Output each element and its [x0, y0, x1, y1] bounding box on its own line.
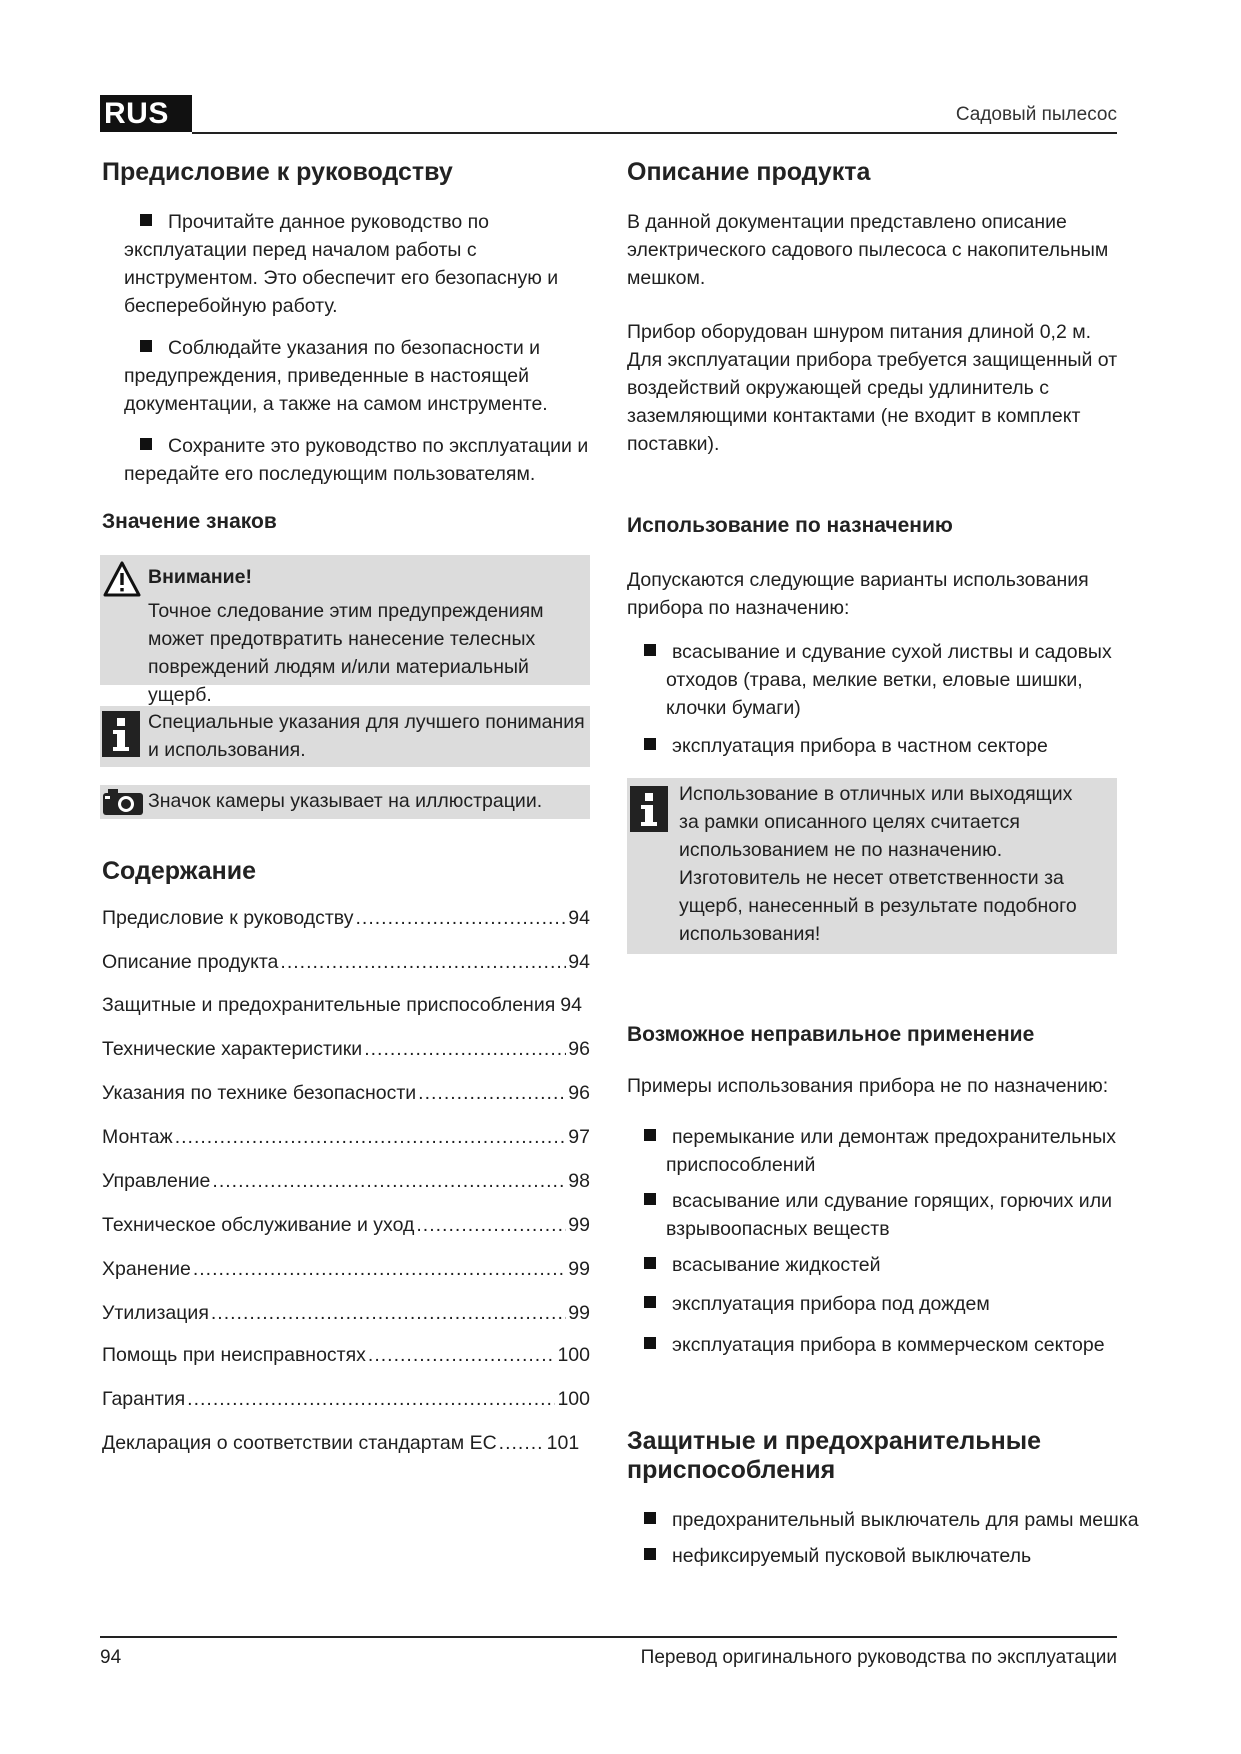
- bullet-icon: [644, 1512, 656, 1524]
- intended-use-title: Использование по назначению: [627, 514, 953, 537]
- toc-entry[interactable]: Предисловие к руководству ..... 94: [102, 904, 590, 932]
- list-item: Сохраните это руководство по эксплуатации и передайте его последующим пользователям.: [124, 435, 589, 485]
- foreword-title: Предисловие к руководству: [102, 158, 453, 186]
- list-item: эксплуатация прибора в частном секторе: [666, 732, 1146, 760]
- description-paragraph-1: В данной документации представлено описание электрического садового пылесоса с накопительным мешком.: [627, 211, 1109, 289]
- warning-text: Точное следование этим предупреждениям может предотвратить нанесение телесных повреждений людям и/или материальный ущерб.: [148, 600, 544, 706]
- bullet-icon: [140, 340, 152, 352]
- toc-entry[interactable]: Управление ..... 98: [102, 1167, 590, 1195]
- symbols-title: Значение знаков: [102, 510, 277, 533]
- bullet-icon: [644, 1296, 656, 1308]
- safety-devices-title: Защитные и предохранительные приспособления: [627, 1427, 1041, 1484]
- intended-use-note-text: Использование в отличных или выходящих за рамки описанного целях считается использованием не по назначению. Изготовитель не несет ответственности за ущерб, нанесенный в результате подобного использования!: [679, 783, 1077, 945]
- toc-entry[interactable]: Утилизация ..... 99: [102, 1299, 590, 1327]
- warning-triangle-icon: [103, 561, 141, 597]
- toc-entry[interactable]: Техническое обслуживание и уход ..... 99: [102, 1211, 590, 1239]
- toc-title: Содержание: [102, 857, 257, 885]
- toc-entry[interactable]: Гарантия ..... 100: [102, 1385, 590, 1413]
- list-item: перемыкание или демонтаж предохранительных приспособлений: [666, 1123, 1146, 1179]
- camera-icon: [102, 788, 144, 816]
- header-rule: [192, 132, 1117, 134]
- list-item: Прочитайте данное руководство по эксплуатации перед началом работы с инструментом. Это обеспечит его безопасную и бесперебойную работу.: [124, 211, 559, 317]
- description-title: Описание продукта: [627, 158, 871, 186]
- safety-devices-list: [666, 1506, 1146, 1570]
- footer-rule: [100, 1636, 1117, 1638]
- bullet-icon: [644, 1129, 656, 1141]
- bullet-icon: [644, 1337, 656, 1349]
- bullet-icon: [644, 1548, 656, 1560]
- intended-use-list: [666, 638, 1146, 760]
- bullet-icon: [140, 438, 152, 450]
- info-icon: [630, 786, 668, 832]
- toc-entry[interactable]: Монтаж ..... 97: [102, 1123, 590, 1151]
- list-item: Соблюдайте указания по безопасности и предупреждения, приведенные в настоящей документации, а также на самом инструменте.: [124, 337, 548, 415]
- bullet-icon: [644, 1193, 656, 1205]
- foreword-list: [124, 208, 594, 488]
- list-item: эксплуатация прибора под дождем: [666, 1290, 1146, 1318]
- bullet-icon: [644, 738, 656, 750]
- language-badge: RUS: [100, 95, 192, 132]
- camera-box: [100, 785, 590, 819]
- info-icon: [102, 711, 140, 757]
- info-text: Специальные указания для лучшего понимания и использования.: [148, 711, 585, 761]
- camera-text: Значок камеры указывает на иллюстрации.: [148, 790, 543, 812]
- bullet-icon: [140, 214, 152, 226]
- bullet-icon: [644, 1257, 656, 1269]
- toc-entry[interactable]: Защитные и предохранительные приспособления 94: [102, 994, 582, 1016]
- page-number: 94: [100, 1647, 122, 1668]
- footer-text: Перевод оригинального руководства по эксплуатации: [640, 1647, 1117, 1668]
- list-item: нефиксируемый пусковой выключатель: [666, 1542, 1146, 1570]
- toc-entry[interactable]: Описание продукта ..... 94: [102, 948, 590, 976]
- misuse-intro: Примеры использования прибора не по назначению:: [627, 1075, 1109, 1097]
- intended-use-intro: Допускаются следующие варианты использования прибора по назначению:: [627, 569, 1089, 619]
- toc-entry[interactable]: Хранение ..... 99: [102, 1255, 590, 1283]
- description-paragraph-2: Прибор оборудован шнуром питания длиной 0,2 м. Для эксплуатации прибора требуется защищенный от воздействий окружающей среды удлинитель с заземляющими контактами (не входит в комплект поставки).: [627, 321, 1118, 455]
- misuse-list: [666, 1123, 1146, 1359]
- toc-entry[interactable]: Технические характеристики ..... 96: [102, 1035, 590, 1063]
- warning-box: [100, 555, 590, 706]
- list-item: всасывание жидкостей: [666, 1251, 1146, 1279]
- toc-entry[interactable]: Декларация о соответствии стандартам ЕС ..... 101: [102, 1429, 590, 1457]
- warning-title: Внимание!: [148, 566, 252, 588]
- list-item: всасывание или сдувание горящих, горючих или взрывоопасных веществ: [666, 1187, 1146, 1243]
- info-box: [100, 706, 590, 767]
- intended-use-note-box: [627, 778, 1117, 954]
- toc-entry[interactable]: Указания по технике безопасности ..... 96: [102, 1079, 590, 1107]
- header-title: Садовый пылесос: [955, 104, 1117, 125]
- misuse-title: Возможное неправильное применение: [627, 1023, 1035, 1046]
- list-item: всасывание и сдувание сухой листвы и садовых отходов (трава, мелкие ветки, еловые шишки, клочки бумаги): [666, 638, 1146, 722]
- list-item: предохранительный выключатель для рамы мешка: [666, 1506, 1146, 1534]
- toc-entry[interactable]: Помощь при неисправностях ..... 100: [102, 1341, 590, 1369]
- bullet-icon: [644, 644, 656, 656]
- list-item: эксплуатация прибора в коммерческом секторе: [666, 1331, 1146, 1359]
- table-of-contents: [102, 904, 590, 1457]
